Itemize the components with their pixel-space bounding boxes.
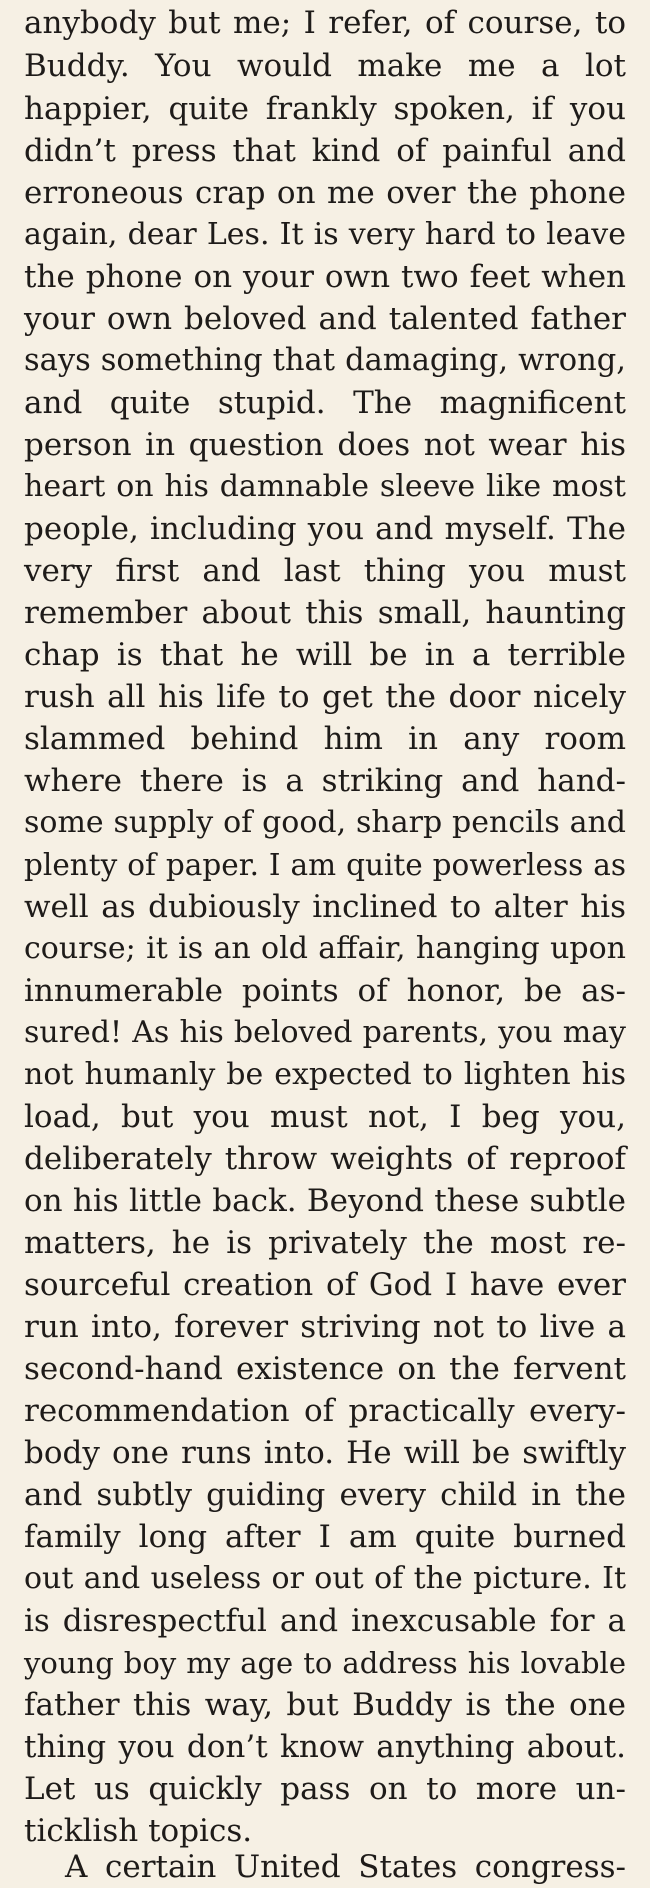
- text-line: chap is that he will be in a terrible: [24, 637, 626, 673]
- text-line: sourceful creation of God I have ever: [24, 1267, 626, 1303]
- text-line: slammed behind him in any room: [24, 721, 626, 757]
- text-line: where there is a striking and hand-: [24, 763, 626, 799]
- text-line: some supply of good, sharp pencils and: [24, 805, 626, 840]
- text-line: young boy my age to address his lovable: [24, 1646, 626, 1680]
- text-line: rush all his life to get the door nicely: [24, 679, 626, 715]
- text-line: out and useless or out of the picture. It: [24, 1561, 626, 1596]
- text-line: on his little back. Beyond these subtle: [24, 1183, 626, 1219]
- text-line: says something that damaging, wrong,: [24, 343, 626, 378]
- text-line: very first and last thing you must: [24, 553, 626, 589]
- text-line: Let us quickly pass on to more un-: [24, 1771, 626, 1807]
- text-line: Buddy. You would make me a lot: [24, 48, 626, 84]
- text-line: your own beloved and talented father: [24, 301, 626, 337]
- text-line: second-hand existence on the fervent: [24, 1351, 626, 1387]
- text-line: innumerable points of honor, be as-: [24, 973, 626, 1009]
- text-line: and subtly guiding every child in the: [24, 1477, 626, 1513]
- text-line: well as dubiously inclined to alter his: [24, 889, 626, 925]
- text-line: anybody but me; I refer, of course, to: [24, 5, 626, 41]
- text-line: plenty of paper. I am quite powerless as: [24, 848, 626, 882]
- text-line: sured! As his beloved parents, you may: [24, 1015, 626, 1050]
- text-line: is disrespectful and inexcusable for a: [24, 1603, 626, 1639]
- text-line: person in question does not wear his: [24, 427, 626, 463]
- text-line: happier, quite frankly spoken, if you: [24, 91, 626, 127]
- text-line: recommendation of practically every-: [24, 1393, 626, 1429]
- text-line: heart on his damnable sleeve like most: [24, 469, 626, 504]
- text-line: the phone on your own two feet when: [24, 259, 626, 295]
- text-line: load, but you must not, I beg you,: [24, 1099, 626, 1135]
- text-line: people, including you and myself. The: [24, 511, 626, 547]
- text-line: run into, forever striving not to live a: [24, 1309, 626, 1345]
- text-line: family long after I am quite burned: [24, 1519, 626, 1555]
- text-line: and quite stupid. The magnificent: [24, 385, 626, 421]
- text-line: erroneous crap on me over the phone: [24, 175, 626, 211]
- text-line: thing you don’t know anything about.: [24, 1729, 626, 1765]
- text-line: remember about this small, haunting: [24, 595, 626, 631]
- text-line: matters, he is privately the most re-: [24, 1225, 626, 1261]
- text-line: not humanly be expected to lighten his: [24, 1057, 626, 1092]
- text-line: course; it is an old affair, hanging upon: [24, 931, 626, 966]
- text-line: body one runs into. He will be swiftly: [24, 1435, 626, 1471]
- text-line: again, dear Les. It is very hard to leave: [24, 217, 626, 252]
- text-line: father this way, but Buddy is the one: [24, 1687, 626, 1723]
- text-line: didn’t press that kind of painful and: [24, 133, 626, 169]
- text-line: deliberately throw weights of reproof: [24, 1141, 626, 1177]
- text-line: ticklish topics.: [24, 1813, 253, 1849]
- paragraph-first-line: A certain United States congress-: [65, 1849, 626, 1885]
